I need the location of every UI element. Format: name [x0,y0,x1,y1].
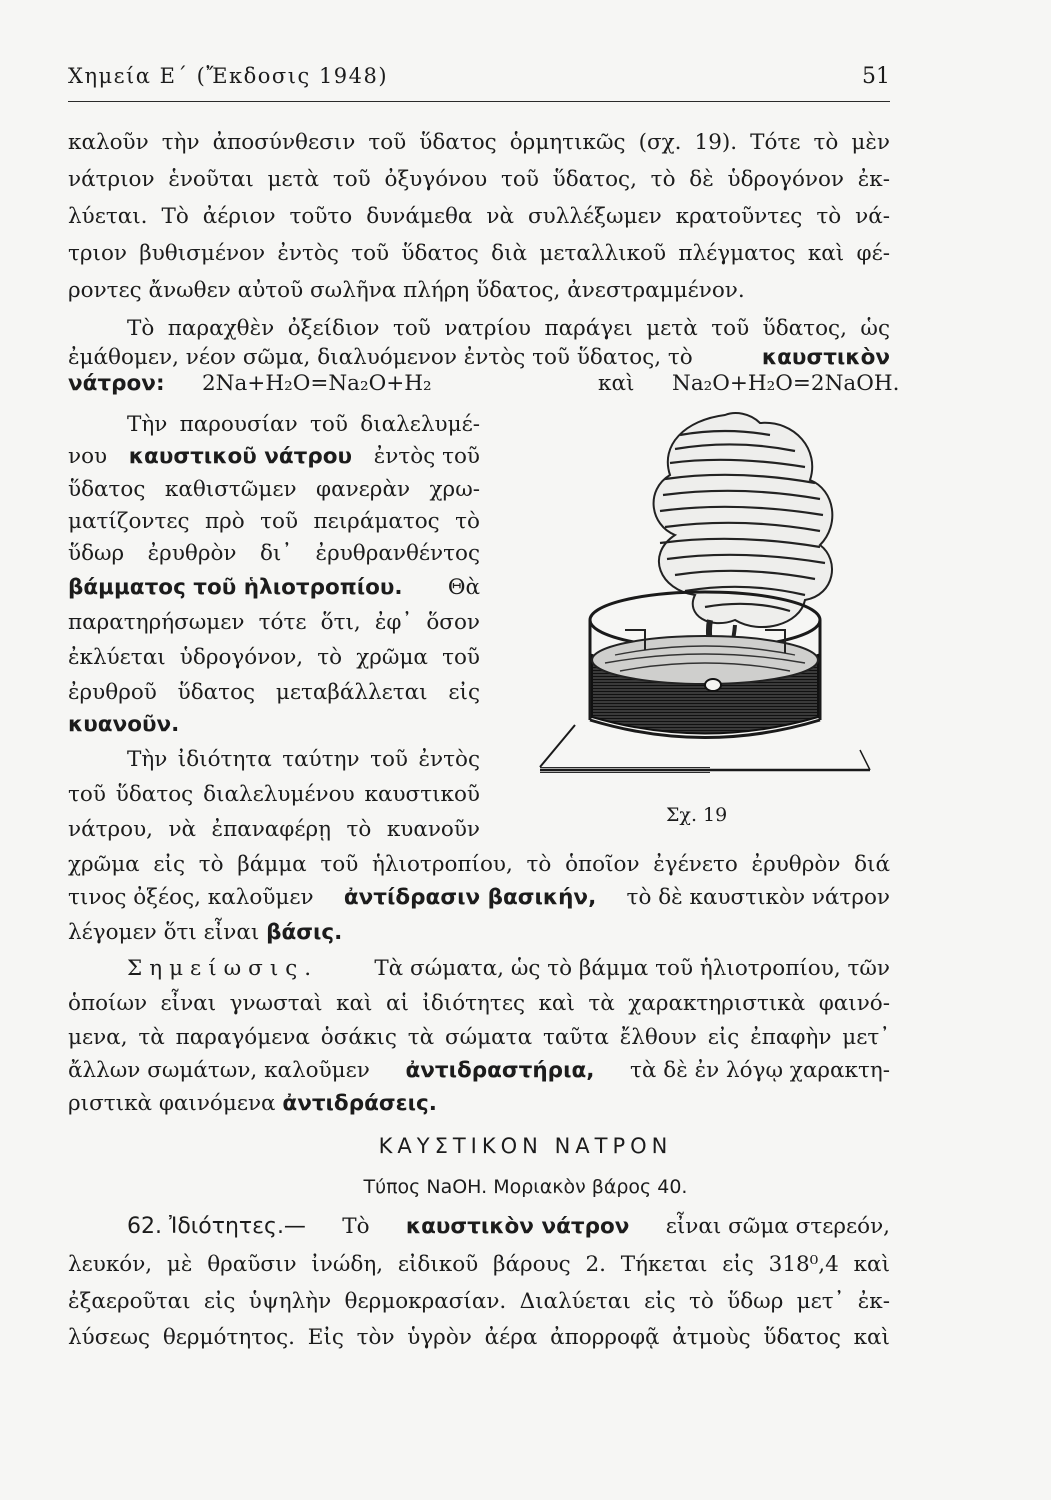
text-segment: καὶ [598,371,635,396]
equation: Na₂O+H₂O=2NaOH. [672,371,900,396]
running-header [68,66,890,96]
text-line: Τὴν παρουσίαν τοῦ διαλελυμέ- [127,412,480,437]
text-line: ὕδατος καθιστῶμεν φανερὰν χρω- [68,477,480,502]
text-segment: λέγομεν ὅτι εἶναι [68,920,260,945]
text-line: τοῦ ὕδατος διαλελυμένου καυστικοῦ [68,782,480,807]
text-line: ἐρυθροῦ ὕδατος μεταβάλλεται εἰς [68,680,480,705]
header-rule [68,101,890,102]
text-segment: Θὰ [447,575,480,600]
text-segment: ἐμάθομεν, νέον σῶμα, διαλυόμενον ἐντὸς τοῦ ὕδατος, τὸ [68,345,693,370]
text-line: ματίζοντες πρὸ τοῦ πειράματος τὸ [68,509,480,534]
text-line [68,1060,890,1082]
text-line: ροντες ἄνωθεν αὐτοῦ σωλῆνα πλήρη ὕδατος, ἀνεστραμμένον. [68,278,745,303]
text-segment: τὰ δὲ ἐν λόγῳ χαρακτη- [630,1058,890,1083]
section-subtitle: Τύπος NaOH. Μοριακὸν βάρος 40. [363,1176,688,1198]
text-line: Τὸ παραχθὲν ὀξείδιον τοῦ νατρίου παράγει μετὰ τοῦ ὕδατος, ὡς [127,316,890,341]
text-line [68,1093,437,1115]
text-line: λύσεως θερμότητος. Εἰς τὸν ὑγρὸν ἀέρα ἀπορροφᾷ ἀτμοὺς ὕδατος καὶ [68,1325,890,1350]
text-line [68,347,890,369]
bold-term: ἀντίδρασιν βασικήν, [343,885,597,910]
text-line: ὁποίων εἶναι γνωσταὶ καὶ αἱ ἰδιότητες καὶ τὰ χαρακτηριστικὰ φαινό- [68,991,890,1016]
text-segment: εἶναι σῶμα στερεόν, [665,1214,890,1239]
bold-term: καυστικὸν [761,345,890,370]
text-line [127,1216,890,1238]
note-label: Σημείωσις. [127,956,319,981]
text-line: καλοῦν τὴν ἀποσύνθεσιν τοῦ ὕδατος ὁρμητικῶς (σχ. 19). Τότε τὸ μὲν [68,130,890,155]
text-line: Τὴν ἰδιότητα ταύτην τοῦ ἐντὸς [127,747,480,772]
text-line: νάτρου, νὰ ἐπαναφέρῃ τὸ κυανοῦν [68,817,480,842]
text-line [68,446,480,468]
text-segment: νου [68,444,108,469]
text-line: μενα, τὰ παραγόμενα ὁσάκις τὰ σώματα ταῦτα ἔλθουν εἰς ἐπαφὴν μετ᾿ [68,1025,890,1050]
text-line: χρῶμα εἰς τὸ βάμμα τοῦ ἡλιοτροπίου, τὸ ὁποῖον ἐγένετο ἐρυθρὸν διά [68,852,890,877]
text-segment: τὸ δὲ καυστικὸν νάτρον [626,885,890,910]
bold-term: βάμματος τοῦ ἡλιοτροπίου. [68,575,403,600]
text-line: ἐκλύεται ὑδρογόνον, τὸ χρῶμα τοῦ [68,645,480,670]
chemical-equations [68,371,900,403]
text-line [127,958,890,980]
equation: 2Na+H₂O=Na₂O+H₂ [202,371,432,396]
text-segment: ἐντὸς τοῦ [373,444,480,469]
bold-term: καυστικοῦ νάτρου [128,444,353,469]
text-line: ὕδωρ ἐρυθρὸν δι᾿ ἐρυθρανθέντος [68,541,480,566]
section-title: ΚΑΥΣΤΙΚΟΝ ΝΑΤΡΟΝ [378,1134,673,1158]
text-line: ἐξαεροῦται εἰς ὑψηλὴν θερμοκρασίαν. Διαλύεται εἰς τὸ ὕδωρ μετ᾿ ἐκ- [68,1289,890,1314]
text-line: νάτριον ἑνοῦται μετὰ τοῦ ὀξυγόνου τοῦ ὕδατος, τὸ δὲ ὑδρογόνον ἐκ- [68,167,890,192]
text-segment: τινος ὀξέος, καλοῦμεν [68,885,314,910]
bold-term: νάτρον: [68,371,165,396]
bold-term: ἀντιδράσεις. [282,1091,437,1116]
text-line: παρατηρήσωμεν τότε ὅτι, ἐφ᾿ ὅσον [68,610,480,635]
text-segment: Τὸ [342,1214,370,1239]
text-line: τριον βυθισμένον ἐντὸς τοῦ ὕδατος διὰ μεταλλικοῦ πλέγματος καὶ φέ- [68,241,890,266]
figure-19 [535,405,875,790]
text-segment: Τὰ σώματα, ὡς τὸ βάμμα τοῦ ἡλιοτροπίου, τῶν [374,956,890,981]
text-line: λύεται. Τὸ ἀέριον τοῦτο δυνάμεθα νὰ συλλέξωμεν κρατοῦντες τὸ νά- [68,204,890,229]
text-line [68,887,890,909]
text-segment: ἄλλων σωμάτων, καλοῦμεν [68,1058,370,1083]
text-segment: ριστικὰ φαινόμενα [68,1091,276,1116]
page-number: 51 [862,64,890,89]
text-line [68,922,342,944]
numbered-heading: 62. Ἰδιότητες.— [127,1214,306,1239]
sodium-water-reaction-illustration [535,405,875,785]
bold-term: ἀντιδραστήρια, [405,1058,595,1083]
bold-term: κυανοῦν. [68,712,180,737]
bold-term: καυστικὸν νάτρον [405,1214,630,1239]
text-line [68,577,480,599]
figure-caption: Σχ. 19 [666,804,728,826]
bold-term: βάσις. [266,920,343,945]
running-title: Χημεία Ε΄ (Ἔκδοσις 1948) [68,64,389,88]
text-line: λευκόν, μὲ θραῦσιν ἰνώδη, εἰδικοῦ βάρους 2. Τήκεται εἰς 318⁰,4 καὶ [68,1252,890,1277]
